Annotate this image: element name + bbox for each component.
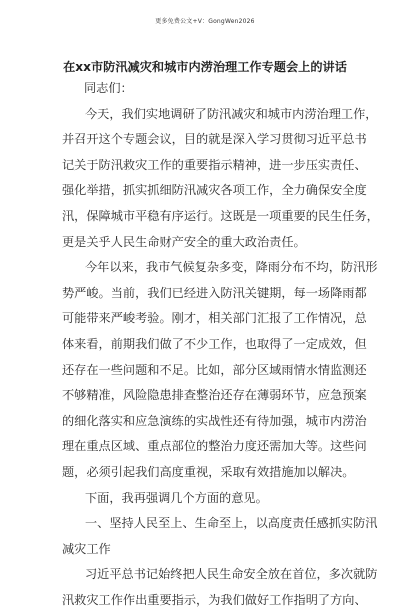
document-title: 在xx市防汛减灾和城市内涝治理工作专题会上的讲话 [63,60,347,74]
body-line: 并召开这个专题会议，目的就是深入学习贯彻习近平总书 [62,132,367,147]
header-watermark: 更多免费公文+V：GongWen2026 [155,18,255,25]
body-line: 更是关乎人民生命财产安全的重大政治责任。 [62,234,306,249]
body-line: 强化举措，抓实抓细防汛减灾各项工作，全力确保安全度 [62,183,367,198]
body-line: 同志们： [84,81,133,95]
body-line: 下面，我再强调几个方面的意见。 [85,490,268,505]
body-line: 今年以来，我市气候复杂多变，降雨分布不均，防汛形 [85,260,378,275]
body-line: 汛，保障城市平稳有序运行。这既是一项重要的民生任务， [62,208,379,223]
body-line: 还存在一些问题和不足。比如，部分区域雨情水情监测还 [62,362,367,377]
body-line: 今天，我们实地调研了防汛减灾和城市内涝治理工作， [85,106,378,121]
body-line: 势严峻。当前，我们已经进入防汛关键期，每一场降雨都 [62,285,367,300]
body-line: 汛救灾工作作出重要指示，为我们做好工作指明了方向、 [62,592,367,607]
body-line: 不够精准，风险隐患排查整治还存在薄弱环节，应急预案 [62,388,367,403]
body-line: 可能带来严峻考验。刚才，相关部门汇报了工作情况，总 [62,311,367,326]
body-line: 题，必须引起我们高度重视，采取有效措施加以解决。 [62,464,355,479]
body-line: 一、坚持人民至上、生命至上，以高度责任感抓实防汛 [85,516,378,531]
body-line: 理在重点区域、重点部位的整治力度还需加大等。这些问 [62,439,367,454]
body-line: 记关于防汛救灾工作的重要指示精神，进一步压实责任、 [62,157,367,172]
document-body [0,76,410,613]
body-line: 习近平总书记始终把人民生命安全放在首位，多次就防 [85,567,378,582]
body-line: 减灾工作 [62,541,111,556]
body-line: 的细化落实和应急演练的实战性还有待加强，城市内涝治 [62,413,367,428]
body-line: 体来看，前期我们做了不少工作，也取得了一定成效，但 [62,336,367,351]
